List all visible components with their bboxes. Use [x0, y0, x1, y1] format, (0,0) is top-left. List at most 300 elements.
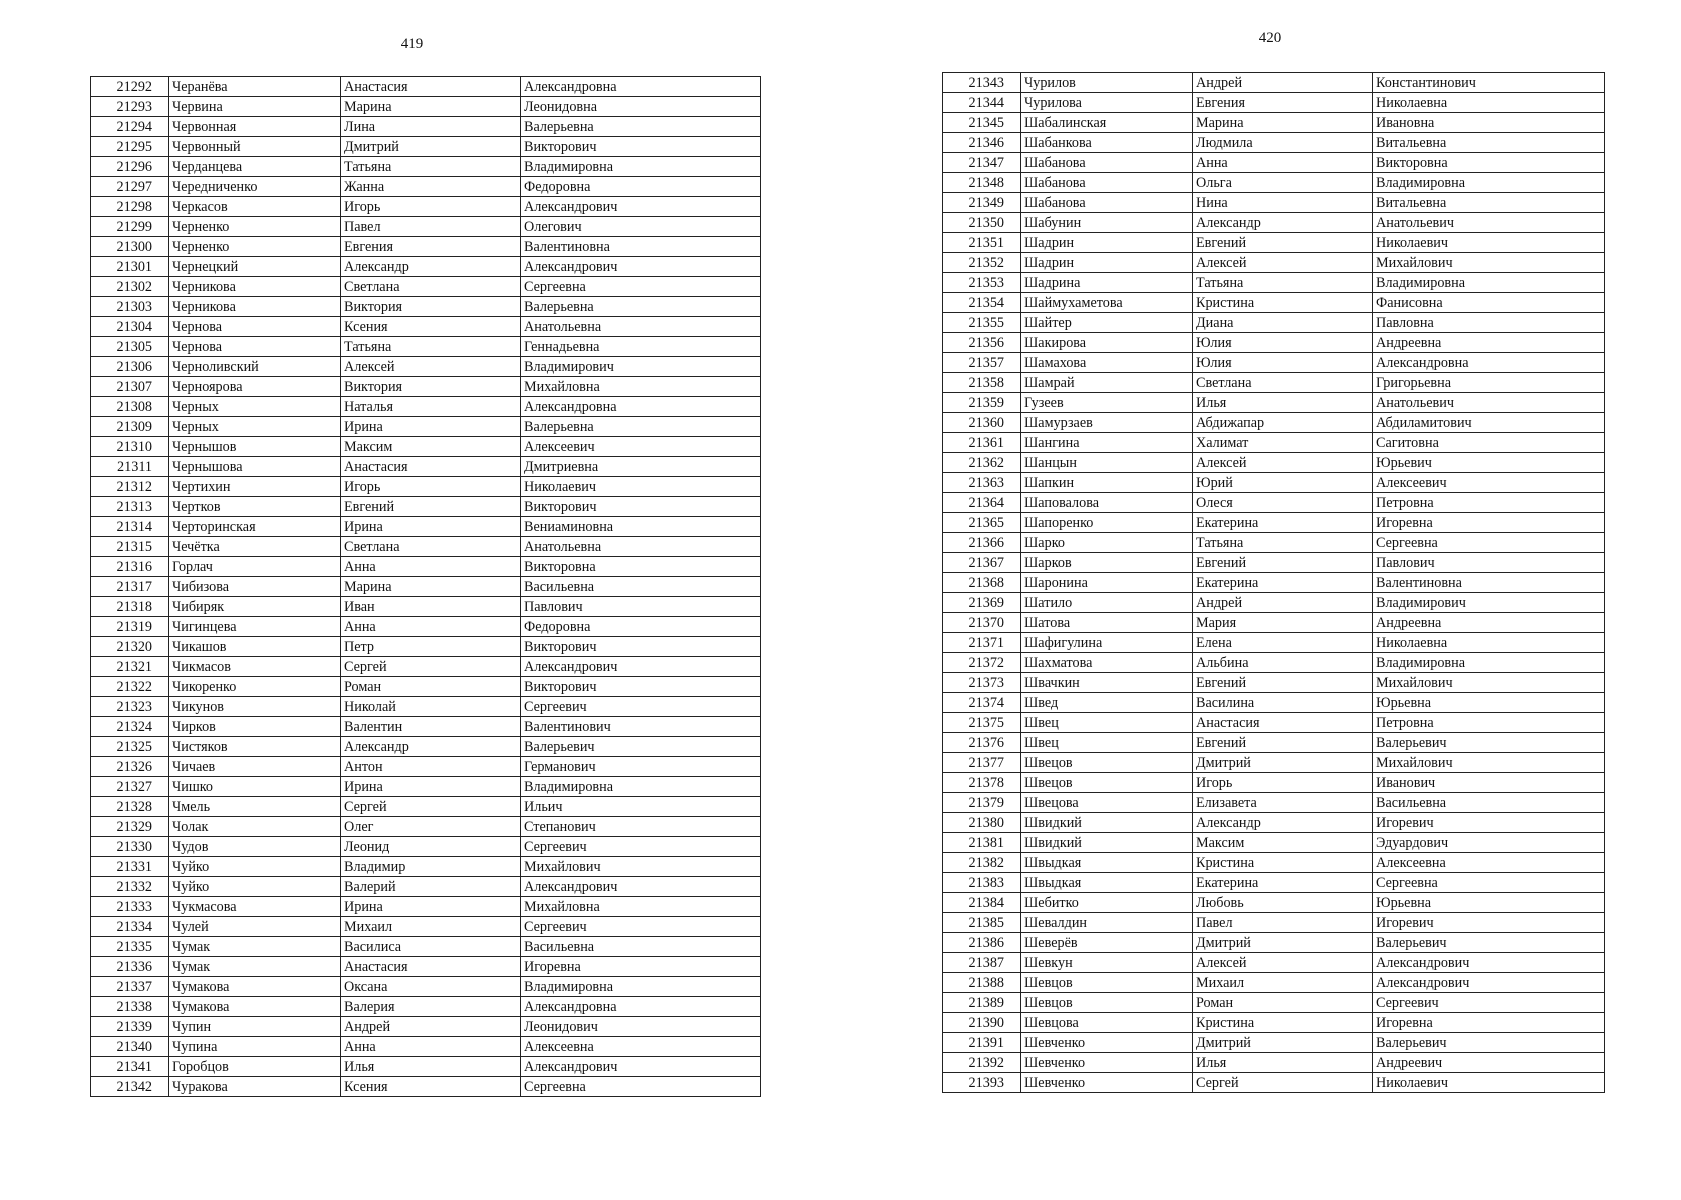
- patronymic: Васильевна: [1373, 793, 1605, 813]
- patronymic: Владимирович: [1373, 593, 1605, 613]
- patronymic: Валерьевич: [1373, 1033, 1605, 1053]
- first-name: Виктория: [341, 297, 521, 317]
- first-name: Роман: [1193, 993, 1373, 1013]
- surname: Чистяков: [169, 737, 341, 757]
- table-row: [91, 157, 761, 177]
- surname: Шадрина: [1021, 273, 1193, 293]
- patronymic: Алексеевич: [521, 437, 761, 457]
- surname: Чупин: [169, 1017, 341, 1037]
- patronymic: Юрьевна: [1373, 893, 1605, 913]
- patronymic: Игоревна: [1373, 1013, 1605, 1033]
- table-row: [91, 797, 761, 817]
- first-name: Дмитрий: [1193, 1033, 1373, 1053]
- first-name: Евгений: [1193, 673, 1373, 693]
- surname: Шакирова: [1021, 333, 1193, 353]
- first-name: Марина: [341, 97, 521, 117]
- first-name: Олеся: [1193, 493, 1373, 513]
- record-number: 21344: [943, 93, 1021, 113]
- first-name: Михаил: [341, 917, 521, 937]
- first-name: Евгения: [1193, 93, 1373, 113]
- patronymic: Николаевич: [521, 477, 761, 497]
- first-name: Сергей: [1193, 1073, 1373, 1093]
- table-row: [943, 853, 1605, 873]
- record-number: 21323: [91, 697, 169, 717]
- first-name: Татьяна: [1193, 273, 1373, 293]
- table-row: [91, 937, 761, 957]
- record-number: 21369: [943, 593, 1021, 613]
- first-name: Николай: [341, 697, 521, 717]
- first-name: Ирина: [341, 417, 521, 437]
- surname: Чуракова: [169, 1077, 341, 1097]
- surname: Шамахова: [1021, 353, 1193, 373]
- first-name: Сергей: [341, 657, 521, 677]
- table-row: [943, 73, 1605, 93]
- record-number: 21311: [91, 457, 169, 477]
- patronymic: Игоревна: [521, 957, 761, 977]
- surname: Шаймухаметова: [1021, 293, 1193, 313]
- record-number: 21317: [91, 577, 169, 597]
- table-row: [943, 173, 1605, 193]
- first-name: Сергей: [341, 797, 521, 817]
- record-number: 21302: [91, 277, 169, 297]
- table-row: [91, 1077, 761, 1097]
- first-name: Александр: [341, 737, 521, 757]
- surname: Шабанова: [1021, 153, 1193, 173]
- surname: Шарко: [1021, 533, 1193, 553]
- record-number: 21375: [943, 713, 1021, 733]
- table-row: [91, 577, 761, 597]
- first-name: Екатерина: [1193, 513, 1373, 533]
- record-number: 21341: [91, 1057, 169, 1077]
- patronymic: Валерьевич: [521, 737, 761, 757]
- record-number: 21356: [943, 333, 1021, 353]
- patronymic: Александровна: [521, 397, 761, 417]
- table-row: [943, 1073, 1605, 1093]
- record-number: 21307: [91, 377, 169, 397]
- first-name: Роман: [341, 677, 521, 697]
- first-name: Андрей: [341, 1017, 521, 1037]
- table-row: [943, 313, 1605, 333]
- page-number: 419: [400, 36, 424, 52]
- table-row: [91, 977, 761, 997]
- first-name: Анна: [1193, 153, 1373, 173]
- patronymic: Владимировна: [1373, 173, 1605, 193]
- patronymic: Игоревич: [1373, 813, 1605, 833]
- surname: Черноливский: [169, 357, 341, 377]
- surname: Швед: [1021, 693, 1193, 713]
- first-name: Лина: [341, 117, 521, 137]
- surname: Швачкин: [1021, 673, 1193, 693]
- patronymic: Александрович: [1373, 973, 1605, 993]
- patronymic: Александровна: [1373, 353, 1605, 373]
- patronymic: Анатольевич: [1373, 213, 1605, 233]
- table-row: [943, 773, 1605, 793]
- roster-rows: [943, 73, 1605, 1093]
- record-number: 21343: [943, 73, 1021, 93]
- record-number: 21391: [943, 1033, 1021, 1053]
- table-row: [943, 813, 1605, 833]
- record-number: 21299: [91, 217, 169, 237]
- patronymic: Викторович: [521, 497, 761, 517]
- record-number: 21318: [91, 597, 169, 617]
- surname: Черных: [169, 417, 341, 437]
- surname: Шатило: [1021, 593, 1193, 613]
- patronymic: Владимировна: [1373, 273, 1605, 293]
- record-number: 21387: [943, 953, 1021, 973]
- patronymic: Вениаминовна: [521, 517, 761, 537]
- surname: Шанцын: [1021, 453, 1193, 473]
- surname: Чишко: [169, 777, 341, 797]
- record-number: 21358: [943, 373, 1021, 393]
- patronymic: Сагитовна: [1373, 433, 1605, 453]
- surname: Шамурзаев: [1021, 413, 1193, 433]
- record-number: 21315: [91, 537, 169, 557]
- record-number: 21383: [943, 873, 1021, 893]
- first-name: Светлана: [341, 537, 521, 557]
- table-row: [943, 493, 1605, 513]
- first-name: Илья: [1193, 393, 1373, 413]
- first-name: Анна: [341, 557, 521, 577]
- table-row: [91, 957, 761, 977]
- table-row: [91, 457, 761, 477]
- surname: Чикмасов: [169, 657, 341, 677]
- surname: Швец: [1021, 713, 1193, 733]
- table-row: [943, 413, 1605, 433]
- surname: Шабанкова: [1021, 133, 1193, 153]
- record-number: 21295: [91, 137, 169, 157]
- table-row: [943, 713, 1605, 733]
- patronymic: Михайлович: [521, 857, 761, 877]
- record-number: 21374: [943, 693, 1021, 713]
- patronymic: Михайлович: [1373, 753, 1605, 773]
- first-name: Леонид: [341, 837, 521, 857]
- first-name: Олег: [341, 817, 521, 837]
- first-name: Илья: [341, 1057, 521, 1077]
- patronymic: Викторовна: [521, 557, 761, 577]
- table-row: [91, 657, 761, 677]
- record-number: 21322: [91, 677, 169, 697]
- first-name: Василина: [1193, 693, 1373, 713]
- table-row: [943, 393, 1605, 413]
- first-name: Кристина: [1193, 293, 1373, 313]
- surname: Червонный: [169, 137, 341, 157]
- surname: Черненко: [169, 237, 341, 257]
- surname: Чмель: [169, 797, 341, 817]
- record-number: 21340: [91, 1037, 169, 1057]
- first-name: Татьяна: [1193, 533, 1373, 553]
- table-row: [91, 197, 761, 217]
- first-name: Игорь: [341, 197, 521, 217]
- table-row: [91, 277, 761, 297]
- patronymic: Владимировна: [521, 157, 761, 177]
- table-row: [943, 453, 1605, 473]
- record-number: 21384: [943, 893, 1021, 913]
- first-name: Халимат: [1193, 433, 1373, 453]
- table-row: [91, 997, 761, 1017]
- roster-table: [942, 72, 1605, 1093]
- record-number: 21304: [91, 317, 169, 337]
- first-name: Ирина: [341, 517, 521, 537]
- surname: Черникова: [169, 277, 341, 297]
- surname: Чурилова: [1021, 93, 1193, 113]
- surname: Чуйко: [169, 877, 341, 897]
- table-row: [943, 733, 1605, 753]
- table-row: [943, 673, 1605, 693]
- record-number: 21392: [943, 1053, 1021, 1073]
- record-number: 21348: [943, 173, 1021, 193]
- surname: Чуйко: [169, 857, 341, 877]
- table-row: [943, 1033, 1605, 1053]
- table-row: [91, 137, 761, 157]
- patronymic: Ивановна: [1373, 113, 1605, 133]
- patronymic: Александровна: [521, 77, 761, 97]
- patronymic: Владимировна: [1373, 653, 1605, 673]
- first-name: Юлия: [1193, 333, 1373, 353]
- first-name: Ирина: [341, 897, 521, 917]
- patronymic: Валерьевна: [521, 417, 761, 437]
- patronymic: Константинович: [1373, 73, 1605, 93]
- patronymic: Александрович: [1373, 953, 1605, 973]
- table-row: [943, 833, 1605, 853]
- table-row: [91, 1037, 761, 1057]
- patronymic: Викторович: [521, 677, 761, 697]
- patronymic: Павловна: [1373, 313, 1605, 333]
- surname: Чумакова: [169, 997, 341, 1017]
- table-row: [943, 93, 1605, 113]
- first-name: Альбина: [1193, 653, 1373, 673]
- table-row: [943, 473, 1605, 493]
- patronymic: Абдиламитович: [1373, 413, 1605, 433]
- surname: Черненко: [169, 217, 341, 237]
- surname: Чертков: [169, 497, 341, 517]
- surname: Чурилов: [1021, 73, 1193, 93]
- table-row: [943, 333, 1605, 353]
- table-row: [91, 257, 761, 277]
- record-number: 21364: [943, 493, 1021, 513]
- left-page: [0, 0, 840, 1200]
- record-number: 21334: [91, 917, 169, 937]
- table-row: [943, 293, 1605, 313]
- first-name: Павел: [1193, 913, 1373, 933]
- first-name: Дмитрий: [1193, 753, 1373, 773]
- first-name: Ольга: [1193, 173, 1373, 193]
- record-number: 21300: [91, 237, 169, 257]
- patronymic: Васильевна: [521, 937, 761, 957]
- record-number: 21293: [91, 97, 169, 117]
- patronymic: Андреевич: [1373, 1053, 1605, 1073]
- patronymic: Владимирович: [521, 357, 761, 377]
- record-number: 21359: [943, 393, 1021, 413]
- first-name: Василиса: [341, 937, 521, 957]
- patronymic: Алексеевич: [1373, 473, 1605, 493]
- surname: Чулей: [169, 917, 341, 937]
- record-number: 21362: [943, 453, 1021, 473]
- patronymic: Леонидовна: [521, 97, 761, 117]
- first-name: Андрей: [1193, 73, 1373, 93]
- first-name: Евгений: [341, 497, 521, 517]
- first-name: Татьяна: [341, 157, 521, 177]
- patronymic: Анатольевна: [521, 317, 761, 337]
- table-row: [91, 837, 761, 857]
- table-row: [943, 1013, 1605, 1033]
- table-row: [943, 993, 1605, 1013]
- surname: Шафигулина: [1021, 633, 1193, 653]
- table-row: [91, 617, 761, 637]
- surname: Швидкий: [1021, 833, 1193, 853]
- table-row: [91, 217, 761, 237]
- surname: Горобцов: [169, 1057, 341, 1077]
- table-row: [943, 553, 1605, 573]
- first-name: Евгений: [1193, 553, 1373, 573]
- first-name: Марина: [1193, 113, 1373, 133]
- record-number: 21360: [943, 413, 1021, 433]
- table-row: [943, 1053, 1605, 1073]
- patronymic: Валерьевич: [1373, 933, 1605, 953]
- table-row: [91, 917, 761, 937]
- surname: Шаронина: [1021, 573, 1193, 593]
- first-name: Дмитрий: [1193, 933, 1373, 953]
- first-name: Светлана: [1193, 373, 1373, 393]
- first-name: Нина: [1193, 193, 1373, 213]
- patronymic: Алексеевна: [1373, 853, 1605, 873]
- table-row: [943, 513, 1605, 533]
- table-row: [91, 697, 761, 717]
- table-row: [943, 933, 1605, 953]
- first-name: Диана: [1193, 313, 1373, 333]
- table-row: [943, 233, 1605, 253]
- patronymic: Сергеевна: [1373, 533, 1605, 553]
- table-row: [943, 213, 1605, 233]
- patronymic: Александрович: [521, 257, 761, 277]
- first-name: Алексей: [341, 357, 521, 377]
- record-number: 21352: [943, 253, 1021, 273]
- first-name: Анна: [341, 617, 521, 637]
- record-number: 21296: [91, 157, 169, 177]
- patronymic: Витальевна: [1373, 193, 1605, 213]
- record-number: 21292: [91, 77, 169, 97]
- patronymic: Владимировна: [521, 977, 761, 997]
- table-row: [91, 77, 761, 97]
- first-name: Анастасия: [341, 957, 521, 977]
- table-row: [91, 537, 761, 557]
- surname: Шадрин: [1021, 233, 1193, 253]
- record-number: 21373: [943, 673, 1021, 693]
- surname: Чичаев: [169, 757, 341, 777]
- table-row: [943, 593, 1605, 613]
- table-row: [943, 873, 1605, 893]
- surname: Шаповалова: [1021, 493, 1193, 513]
- first-name: Ирина: [341, 777, 521, 797]
- table-row: [943, 273, 1605, 293]
- first-name: Анастасия: [1193, 713, 1373, 733]
- surname: Чернышова: [169, 457, 341, 477]
- surname: Шевцова: [1021, 1013, 1193, 1033]
- table-row: [943, 633, 1605, 653]
- surname: Чикоренко: [169, 677, 341, 697]
- first-name: Антон: [341, 757, 521, 777]
- first-name: Андрей: [1193, 593, 1373, 613]
- first-name: Кристина: [1193, 853, 1373, 873]
- patronymic: Владимировна: [521, 777, 761, 797]
- surname: Шабалинская: [1021, 113, 1193, 133]
- patronymic: Александрович: [521, 197, 761, 217]
- surname: Черданцева: [169, 157, 341, 177]
- patronymic: Степанович: [521, 817, 761, 837]
- patronymic: Юрьевна: [1373, 693, 1605, 713]
- surname: Черторинская: [169, 517, 341, 537]
- surname: Шевалдин: [1021, 913, 1193, 933]
- patronymic: Валентиновна: [521, 237, 761, 257]
- patronymic: Сергеевич: [1373, 993, 1605, 1013]
- record-number: 21361: [943, 433, 1021, 453]
- surname: Швецова: [1021, 793, 1193, 813]
- table-row: [91, 897, 761, 917]
- record-number: 21370: [943, 613, 1021, 633]
- surname: Червина: [169, 97, 341, 117]
- surname: Чирков: [169, 717, 341, 737]
- record-number: 21331: [91, 857, 169, 877]
- table-row: [91, 857, 761, 877]
- patronymic: Сергеевна: [521, 1077, 761, 1097]
- surname: Шевченко: [1021, 1053, 1193, 1073]
- surname: Шевченко: [1021, 1073, 1193, 1093]
- patronymic: Сергеевна: [1373, 873, 1605, 893]
- table-row: [91, 817, 761, 837]
- surname: Шапкин: [1021, 473, 1193, 493]
- record-number: 21377: [943, 753, 1021, 773]
- surname: Швыдкая: [1021, 873, 1193, 893]
- first-name: Светлана: [341, 277, 521, 297]
- table-row: [91, 357, 761, 377]
- surname: Горлач: [169, 557, 341, 577]
- record-number: 21357: [943, 353, 1021, 373]
- first-name: Дмитрий: [341, 137, 521, 157]
- patronymic: Викторович: [521, 137, 761, 157]
- surname: Черникова: [169, 297, 341, 317]
- record-number: 21326: [91, 757, 169, 777]
- first-name: Абдижапар: [1193, 413, 1373, 433]
- record-number: 21297: [91, 177, 169, 197]
- first-name: Людмила: [1193, 133, 1373, 153]
- surname: Шарков: [1021, 553, 1193, 573]
- first-name: Максим: [341, 437, 521, 457]
- table-row: [91, 717, 761, 737]
- record-number: 21363: [943, 473, 1021, 493]
- record-number: 21381: [943, 833, 1021, 853]
- table-row: [91, 437, 761, 457]
- patronymic: Валентиновна: [1373, 573, 1605, 593]
- table-row: [943, 353, 1605, 373]
- patronymic: Викторович: [521, 637, 761, 657]
- record-number: 21380: [943, 813, 1021, 833]
- patronymic: Александрович: [521, 657, 761, 677]
- table-row: [91, 377, 761, 397]
- surname: Швецов: [1021, 773, 1193, 793]
- patronymic: Васильевна: [521, 577, 761, 597]
- patronymic: Викторовна: [1373, 153, 1605, 173]
- patronymic: Николаевна: [1373, 93, 1605, 113]
- record-number: 21329: [91, 817, 169, 837]
- record-number: 21327: [91, 777, 169, 797]
- record-number: 21330: [91, 837, 169, 857]
- patronymic: Дмитриевна: [521, 457, 761, 477]
- surname: Шевцов: [1021, 993, 1193, 1013]
- table-row: [943, 893, 1605, 913]
- first-name: Александр: [1193, 813, 1373, 833]
- record-number: 21333: [91, 897, 169, 917]
- patronymic: Витальевна: [1373, 133, 1605, 153]
- patronymic: Александрович: [521, 1057, 761, 1077]
